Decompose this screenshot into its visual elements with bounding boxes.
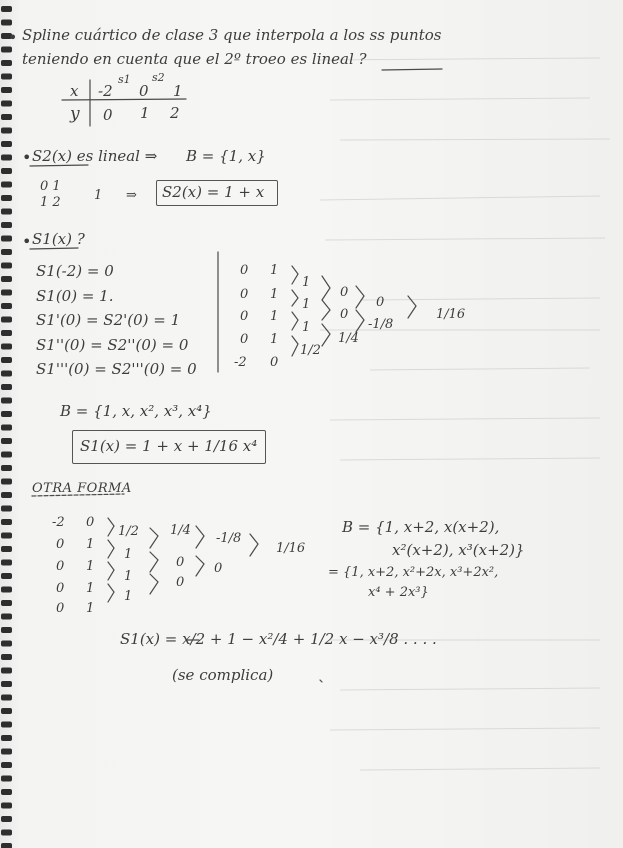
dd-col5: 1/16	[436, 307, 466, 322]
otra-basis-line-4: x⁴ + 2x³}	[368, 585, 429, 600]
dd-x: 0	[240, 332, 249, 347]
dd-y: 1	[86, 581, 95, 596]
table-y-value: 2	[170, 104, 180, 122]
dd-y: 0	[86, 515, 95, 530]
s1-heading: S1(x) ?	[32, 230, 85, 248]
s1-basis: B = {1, x, x², x³, x⁴}	[60, 402, 212, 420]
otra-basis-line-1: B = {1, x+2, x(x+2),	[342, 518, 500, 536]
bullet-icon: •	[8, 28, 18, 47]
dd-y: 1	[270, 287, 279, 302]
dd-x: 0	[240, 263, 249, 278]
dd-x: 0	[56, 559, 65, 574]
s1-condition: S1(-2) = 0	[36, 262, 114, 280]
s2-divided-diff-bottom: 1 2	[40, 195, 61, 210]
dd-col2: 1	[302, 320, 311, 335]
dd-col2: 1	[302, 275, 311, 290]
bullet-icon: •	[22, 148, 32, 167]
table-x-value: -2	[98, 82, 113, 100]
dd-col3: 0	[176, 575, 185, 590]
table-s2-label: s2	[152, 71, 165, 84]
otra-s1-expression: S1(x) = x/2 + 1 − x²/4 + 1/2 x − x³/8 . . . .	[120, 630, 437, 648]
dd-x: 0	[240, 309, 249, 324]
dd-col3: 0	[340, 285, 349, 300]
s2-divided-diff-result: 1	[94, 188, 103, 203]
otra-basis-line-3: = {1, x+2, x²+2x, x³+2x²,	[328, 565, 499, 580]
dd-col3: 1/4	[338, 331, 359, 346]
dd-y: 1	[270, 263, 279, 278]
dd-x: 0	[56, 581, 65, 596]
table-s1-label: s1	[118, 73, 131, 86]
dd-col2: 1/2	[300, 343, 321, 358]
dd-col3: 0	[176, 555, 185, 570]
table-x-value: 1	[173, 82, 183, 100]
problem-line-1: Spline cuártico de clase 3 que interpola a los ss puntos	[22, 26, 442, 44]
s2-result: S2(x) = 1 + x	[162, 183, 265, 201]
s1-condition: S1'(0) = S2'(0) = 1	[36, 311, 181, 329]
dd-x: 0	[240, 287, 249, 302]
dd-col4: 0	[376, 295, 385, 310]
otra-note: (se complica)	[172, 666, 274, 684]
dd-col4: 0	[214, 561, 223, 576]
s2-heading: S2(x) es lineal ⇒	[32, 147, 158, 165]
dd-y: 1	[86, 537, 95, 552]
dd-col2: 1	[302, 297, 311, 312]
dd-y: 1	[270, 309, 279, 324]
dd-x: -2	[234, 355, 247, 370]
table-x-value: 0	[139, 82, 149, 100]
s2-divided-diff-top: 0 1	[40, 179, 61, 194]
s1-condition: S1(0) = 1.	[36, 287, 114, 305]
dd-col2: 1	[124, 589, 133, 604]
dd-col3: 0	[340, 307, 349, 322]
dd-y: 1	[270, 332, 279, 347]
dd-x: 0	[56, 537, 65, 552]
dd-col4: -1/8	[368, 317, 394, 332]
s1-result: S1(x) = 1 + x + 1/16 x⁴	[80, 437, 258, 455]
dd-col2: 1	[124, 569, 133, 584]
dd-col4: -1/8	[216, 531, 242, 546]
bullet-icon: •	[22, 232, 32, 251]
table-x-label: x	[70, 82, 79, 100]
otra-basis-line-2: x²(x+2), x³(x+2)}	[392, 541, 525, 559]
otra-heading: OTRA FORMA	[32, 481, 132, 496]
table-y-label: y	[70, 104, 80, 124]
dd-col3: 1/4	[170, 523, 191, 538]
dd-y: 0	[270, 355, 279, 370]
s1-condition: S1'''(0) = S2'''(0) = 0	[36, 360, 197, 378]
dd-col5: 1/16	[276, 541, 306, 556]
dd-x: -2	[52, 515, 65, 530]
table-y-value: 0	[103, 106, 113, 124]
dd-x: 0	[56, 601, 65, 616]
dd-y: 1	[86, 601, 95, 616]
table-y-value: 1	[140, 104, 150, 122]
s2-basis: B = {1, x}	[186, 147, 266, 165]
dd-y: 1	[86, 559, 95, 574]
dd-col2: 1/2	[118, 524, 139, 539]
s2-arrow: ⇒	[126, 188, 137, 203]
dd-col2: 1	[124, 547, 133, 562]
s1-condition: S1''(0) = S2''(0) = 0	[36, 336, 189, 354]
problem-line-2: teniendo en cuenta que el 2º troeo es lineal ?	[22, 50, 367, 68]
